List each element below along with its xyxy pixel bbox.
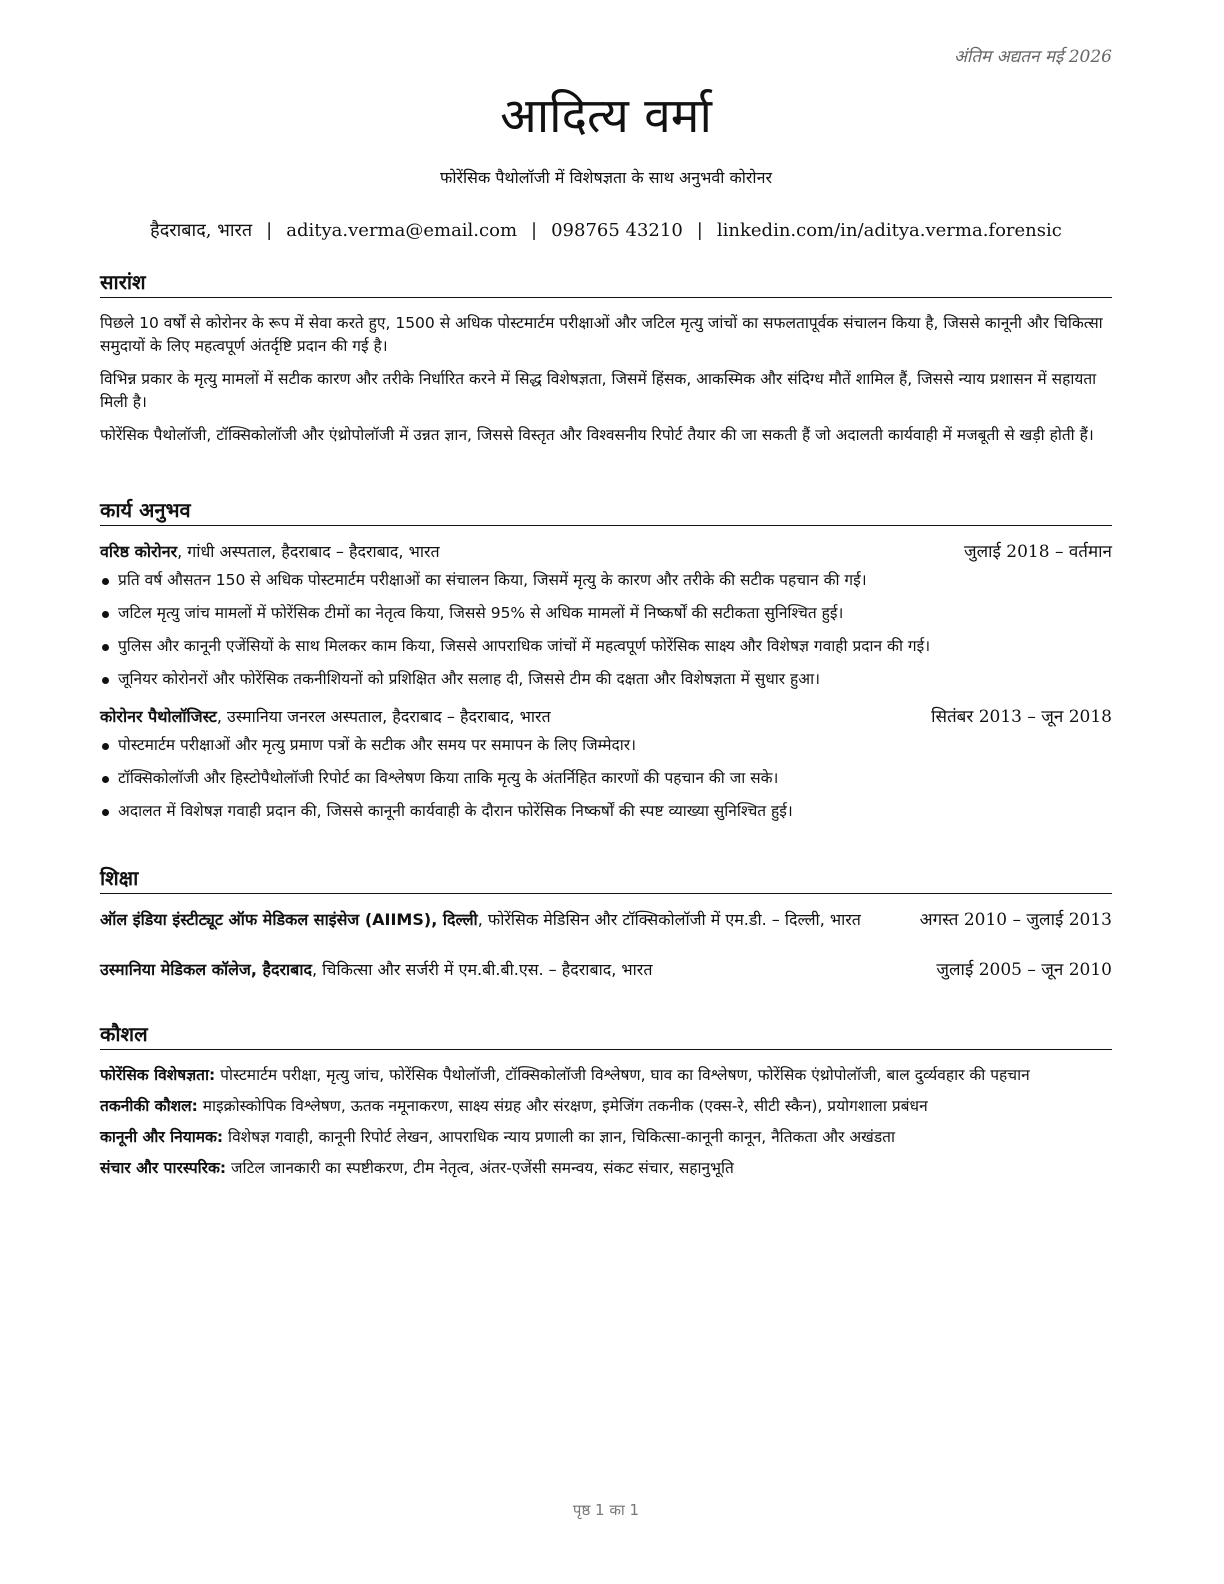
contact-line	[100, 218, 1112, 244]
education-detail: , चिकित्सा और सर्जरी में एम.बी.बी.एस. – हैदराबाद, भारत	[311, 960, 653, 979]
list-item: अदालत में विशेषज्ञ गवाही प्रदान की, जिससे कानूनी कार्यवाही के दौरान फोरेंसिक निष्कर्षों की स्पष्ट व्याख्या सुनिश्चित हुई।	[100, 799, 1112, 823]
job-bullets	[100, 568, 1112, 691]
job-organization: , उस्मानिया जनरल अस्पताल, हैदराबाद – हैदराबाद, भारत	[216, 707, 551, 726]
contact-phone: 098765 43210	[551, 220, 683, 241]
contact-separator: |	[696, 220, 703, 241]
page-number: पृष्ठ 1 का 1	[572, 1501, 640, 1519]
job-bullets	[100, 733, 1112, 823]
summary-paragraph: फोरेंसिक पैथोलॉजी, टॉक्सिकोलॉजी और एंथ्रोपोलॉजी में उन्नत ज्ञान, जिससे विस्तृत और विश्वसनीय रिपोर्ट तैयार की जा सकती हैं जो अदालती कार्यवाही में मजबूती से खड़ी होती हैं।	[100, 426, 1094, 444]
education-institution: ऑल इंडिया इंस्टीट्यूट ऑफ मेडिकल साइंसेज (AIIMS), दिल्ली	[100, 910, 478, 929]
education-entry	[100, 908, 1112, 932]
contact-location: हैदराबाद, भारत	[150, 220, 253, 241]
job-dates: सितंबर 2013 – जून 2018	[931, 707, 1112, 727]
skill-value: पोस्टमार्टम परीक्षा, मृत्यु जांच, फोरेंसिक पैथोलॉजी, टॉक्सिकोलॉजी विश्लेषण, घाव का विश्लेषण, फोरेंसिक एंथ्रोपोलॉजी, बाल दुर्व्यवहार की पहचान	[215, 1066, 1030, 1084]
section-title-education: शिक्षा	[100, 864, 1112, 894]
job-role: वरिष्ठ कोरोनर	[100, 542, 178, 561]
last-updated: अंतिम अद्यतन मई 2026	[953, 47, 1112, 67]
skills-section	[100, 1020, 1112, 1180]
skill-value: विशेषज्ञ गवाही, कानूनी रिपोर्ट लेखन, आपराधिक न्याय प्रणाली का ज्ञान, चिकित्सा-कानूनी कानून, नैतिकता और अखंडता	[223, 1128, 895, 1146]
job-role: कोरोनर पैथोलॉजिस्ट	[100, 707, 217, 726]
resume-page	[100, 0, 1112, 1584]
list-item: प्रति वर्ष औसतन 150 से अधिक पोस्टमार्टम परीक्षाओं का संचालन किया, जिसमें मृत्यु के कारण और तरीके की सटीक पहचान की गई।	[100, 568, 1112, 592]
skill-label: संचार और पारस्परिक:	[100, 1159, 227, 1177]
education-dates: अगस्त 2010 – जुलाई 2013	[919, 910, 1112, 930]
list-item: जूनियर कोरोनरों और फोरेंसिक तकनीशियनों को प्रशिक्षित और सलाह दी, जिससे टीम की दक्षता और विशेषज्ञता में सुधार हुआ।	[100, 667, 1112, 691]
summary-paragraph: विभिन्न प्रकार के मृत्यु मामलों में सटीक कारण और तरीके निर्धारित करने में सिद्ध विशेषज्ञता, जिसमें हिंसक, आकस्मिक और संदिग्ध मौतें शामिल हैं, जिससे न्याय प्रशासन में सहायता मिली है।	[100, 370, 1097, 411]
education-section	[100, 864, 1112, 982]
skill-value: जटिल जानकारी का स्पष्टीकरण, टीम नेतृत्व, अंतर-एजेंसी समन्वय, संकट संचार, सहानुभूति	[226, 1159, 734, 1177]
education-dates: जुलाई 2005 – जून 2010	[936, 960, 1112, 980]
skill-label: तकनीकी कौशल:	[100, 1097, 198, 1115]
contact-linkedin[interactable]: linkedin.com/in/aditya.verma.forensic	[716, 220, 1062, 241]
education-institution: उस्मानिया मेडिकल कॉलेज, हैदराबाद	[100, 960, 312, 979]
section-title-summary: सारांश	[100, 268, 1112, 298]
list-item: जटिल मृत्यु जांच मामलों में फोरेंसिक टीमों का नेतृत्व किया, जिससे 95% से अधिक मामलों में निष्कर्षों की सटीकता सुनिश्चित हुई।	[100, 601, 1112, 625]
tagline: फोरेंसिक पैथोलॉजी में विशेषज्ञता के साथ अनुभवी कोरोनर	[439, 168, 772, 187]
job-header	[100, 540, 1112, 564]
skill-value: माइक्रोस्कोपिक विश्लेषण, ऊतक नमूनाकरण, साक्ष्य संग्रह और संरक्षण, इमेजिंग तकनीक (एक्स-रे, सीटी स्कैन), प्रयोगशाला प्रबंधन	[197, 1097, 928, 1115]
section-title-skills: कौशल	[100, 1020, 1112, 1050]
education-entry	[100, 958, 1112, 982]
list-item: पुलिस और कानूनी एजेंसियों के साथ मिलकर काम किया, जिससे आपराधिक जांचों में महत्वपूर्ण फोरेंसिक साक्ष्य और विशेषज्ञ गवाही प्रदान की गई।	[100, 634, 1112, 658]
skill-label: फोरेंसिक विशेषज्ञता:	[100, 1066, 216, 1084]
skill-label: कानूनी और नियामक:	[100, 1128, 224, 1146]
experience-section	[100, 496, 1112, 832]
skill-line	[100, 1095, 1112, 1118]
candidate-name: आदित्य वर्मा	[500, 88, 712, 144]
job-dates: जुलाई 2018 – वर्तमान	[963, 542, 1112, 562]
contact-separator: |	[266, 220, 273, 241]
job-organization: , गांधी अस्पताल, हैदराबाद – हैदराबाद, भारत	[177, 542, 440, 561]
list-item: पोस्टमार्टम परीक्षाओं और मृत्यु प्रमाण पत्रों के सटीक और समय पर समापन के लिए जिम्मेदार।	[100, 733, 1112, 757]
section-title-experience: कार्य अनुभव	[100, 496, 1112, 526]
contact-email[interactable]: aditya.verma@email.com	[286, 220, 518, 241]
skill-line	[100, 1064, 1112, 1087]
summary-section	[100, 268, 1112, 447]
skill-line	[100, 1126, 1112, 1149]
contact-separator: |	[531, 220, 538, 241]
list-item: टॉक्सिकोलॉजी और हिस्टोपैथोलॉजी रिपोर्ट का विश्लेषण किया ताकि मृत्यु के अंतर्निहित कारणों की पहचान की जा सके।	[100, 766, 1112, 790]
education-detail: , फोरेंसिक मेडिसिन और टॉक्सिकोलॉजी में एम.डी. – दिल्ली, भारत	[477, 910, 861, 929]
summary-paragraph: पिछले 10 वर्षों से कोरोनर के रूप में सेवा करते हुए, 1500 से अधिक पोस्टमार्टम परीक्षाओं और जटिल मृत्यु जांचों का सफलतापूर्वक संचालन किया है, जिससे कानूनी और चिकित्सा समुदायों के लिए महत्वपूर्ण अंतर्दृष्टि प्रदान की गई है।	[100, 314, 1103, 355]
job-header	[100, 705, 1112, 729]
skill-line	[100, 1157, 1112, 1180]
